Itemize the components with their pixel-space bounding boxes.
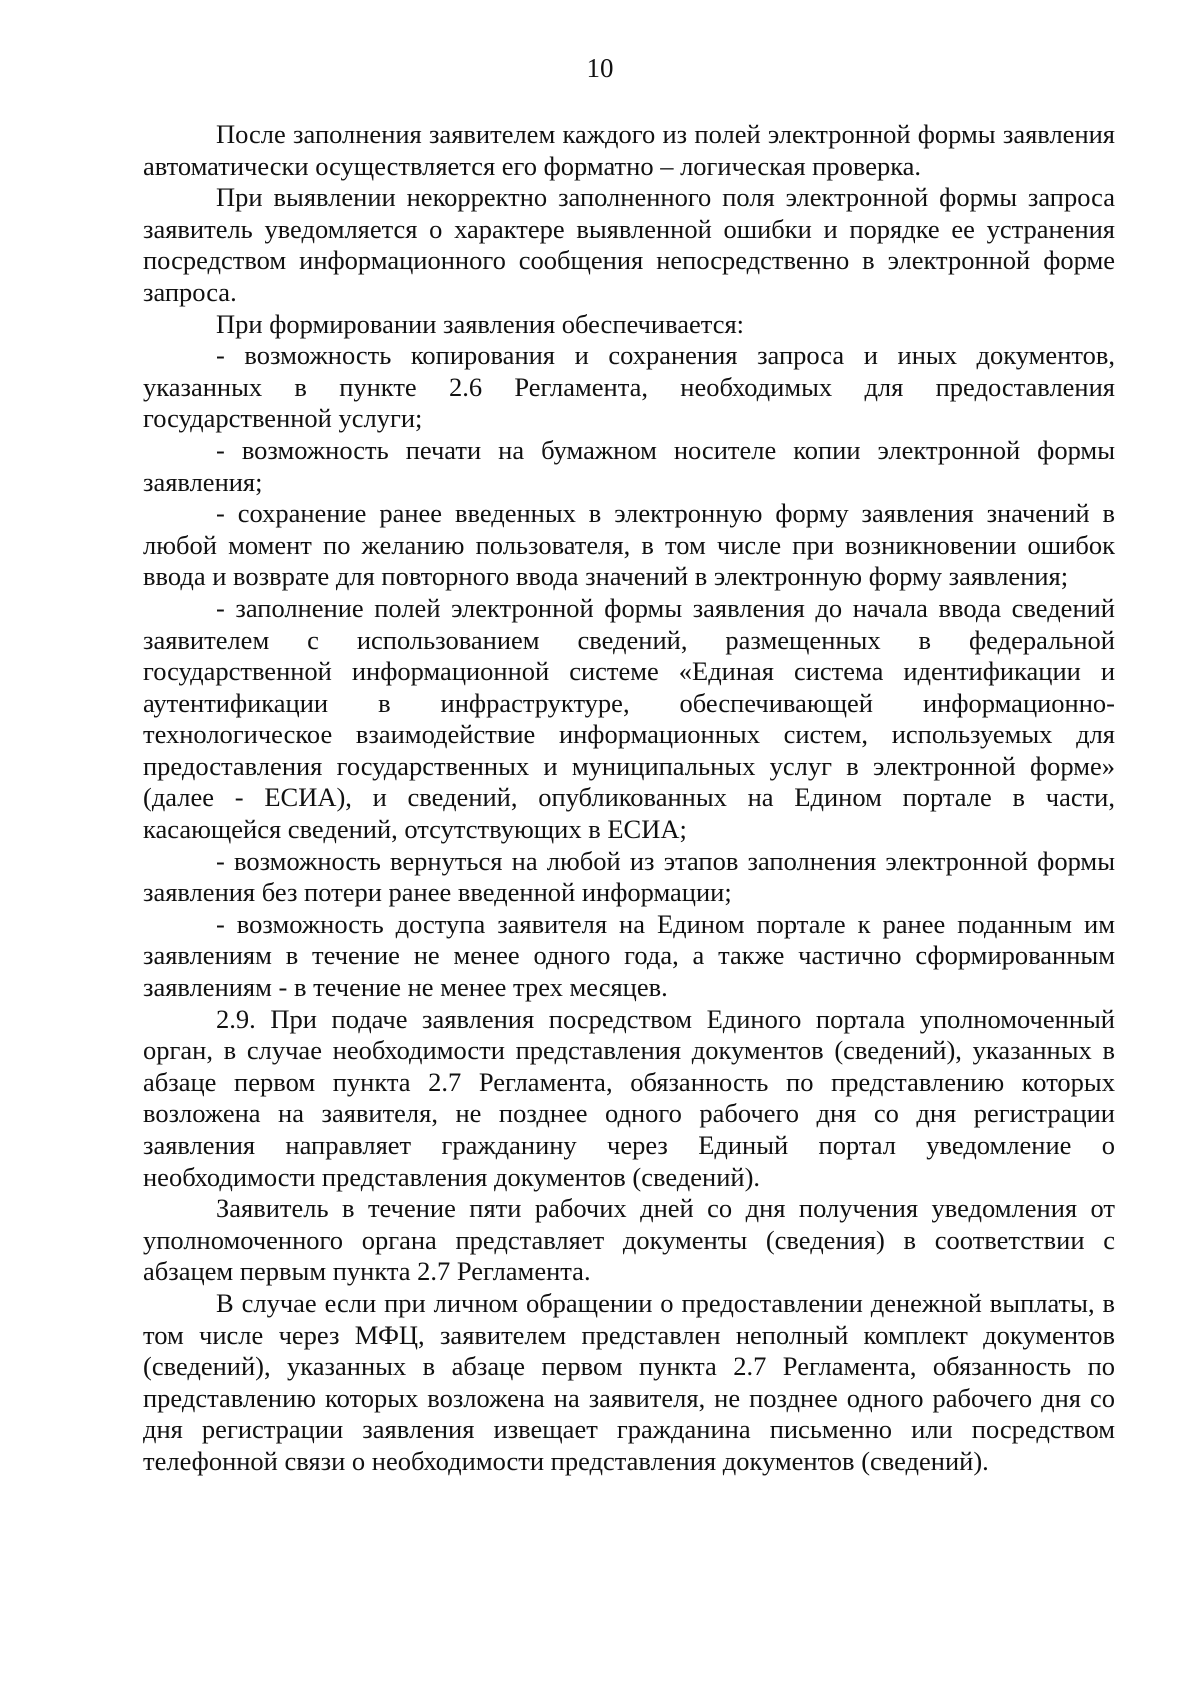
list-item-access-applications: - возможность доступа заявителя на Едином портале к ранее поданным им заявлениям в течение не менее одного года, а также частично сформированным заявлениям - в течение не менее трех месяцев.: [143, 908, 1115, 1003]
list-item-return-to-step: - возможность вернуться на любой из этапов заполнения электронной формы заявления без потери ранее введенной информации;: [143, 845, 1115, 908]
page-number: 10: [586, 53, 614, 83]
paragraph-applicant-deadline: Заявитель в течение пяти рабочих дней со дня получения уведомления от уполномоченного органа представляет документы (сведения) в соответствии с абзацем первым пункта 2.7 Регламента.: [143, 1193, 1115, 1287]
paragraph-incomplete-documents: В случае если при личном обращении о предоставлении денежной выплаты, в том числе через МФЦ, заявителем представлен неполный комплект документов (сведений), указанных в абзаце первом пункта 2.7 Регламента, обязанность по представлению которых возложена на заявителя, не позднее одного рабочего дня со дня регистрации заявления извещает гражданина письменно или посредством телефонной связи о необходимости представления документов (сведений).: [143, 1287, 1115, 1476]
list-item-save-values: - сохранение ранее введенных в электронную форму заявления значений в любой момент по желанию пользователя, в том числе при возникновении ошибок ввода и возврате для повторного ввода значений в электронную форму заявления;: [143, 498, 1115, 592]
list-item-autofill-esia: - заполнение полей электронной формы заявления до начала ввода сведений заявителем с использованием сведений, размещенных в федеральной государственной информационной системе «Единая система идентификации и аутентификации в инфраструктуре, обеспечивающей информационно-технологическое взаимодействие информационных систем, используемых для предоставления государственных и муниципальных услуг в электронной форме» (далее - ЕСИА), и сведений, опубликованных на Едином портале в части, касающейся сведений, отсутствующих в ЕСИА;: [143, 592, 1115, 845]
paragraph-provided-features: При формировании заявления обеспечивается:: [216, 308, 745, 339]
list-item-copy-save: - возможность копирования и сохранения запроса и иных документов, указанных в пункте 2.6 Регламента, необходимых для предоставления государственной услуги;: [143, 340, 1115, 434]
paragraph-format-check: После заполнения заявителем каждого из полей электронной формы заявления автоматически осуществляется его форматно – логическая проверка.: [143, 119, 1115, 181]
paragraph-error-notification: При выявлении некорректно заполненного поля электронной формы запроса заявитель уведомляется о характере выявленной ошибки и порядке ее устранения посредством информационного сообщения непосредственно в электронной форме запроса.: [143, 182, 1115, 307]
paragraph-section-2-9: 2.9. При подаче заявления посредством Единого портала уполномоченный орган, в случае необходимости представления документов (сведений), указанных в абзаце первом пункта 2.7 Регламента, обязанность по представлению которых возложена на заявителя, не позднее одного рабочего дня со дня регистрации заявления направляет гражданину через Единый портал уведомление о необходимости представления документов (сведений).: [143, 1003, 1115, 1192]
document-body: [143, 119, 1115, 1478]
list-item-print: - возможность печати на бумажном носителе копии электронной формы заявления;: [143, 434, 1115, 497]
